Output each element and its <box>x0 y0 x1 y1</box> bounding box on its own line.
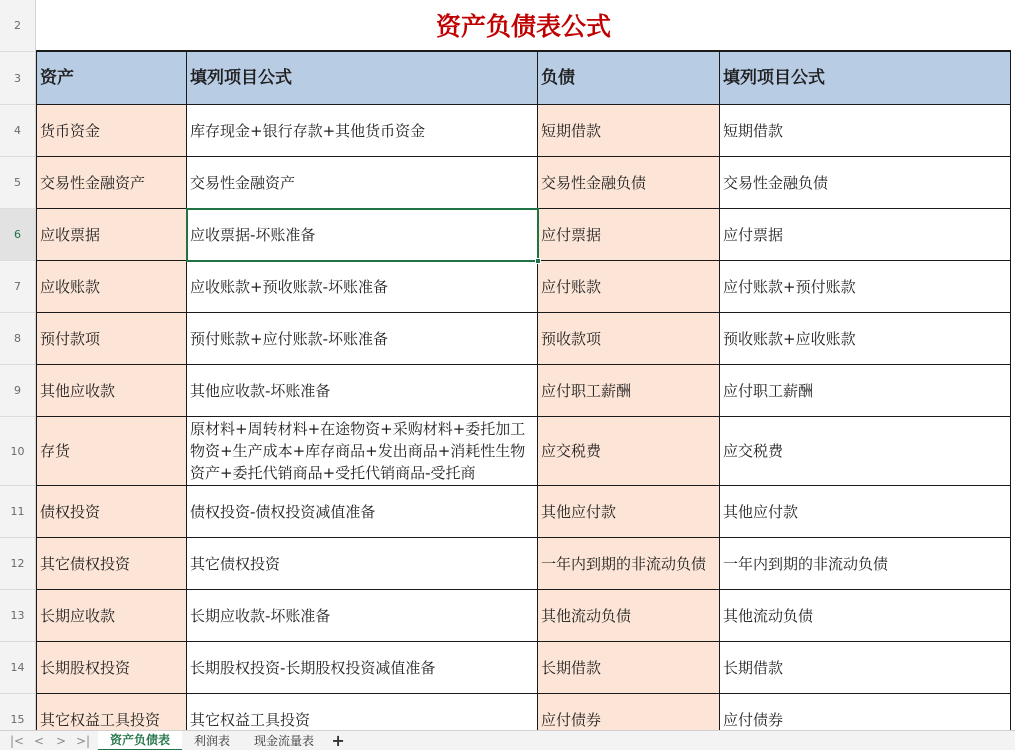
asset-formula-cell[interactable]: 长期股权投资-长期股权投资减值准备 <box>187 642 538 694</box>
liability-formula-cell[interactable]: 交易性金融负债 <box>720 157 1011 209</box>
liability-formula-cell[interactable]: 应付账款+预付账款 <box>720 261 1011 313</box>
row-number[interactable]: 6 <box>0 209 36 261</box>
asset-name-cell[interactable]: 应收票据 <box>36 209 187 261</box>
last-sheet-button[interactable]: >| <box>75 733 91 748</box>
row-number[interactable]: 12 <box>0 538 36 590</box>
sheet-title[interactable]: 资产负债表公式 <box>36 0 1011 52</box>
liability-name-cell[interactable]: 预收款项 <box>538 313 720 365</box>
sheet-tab-balance[interactable]: 资产负债表 <box>98 731 182 750</box>
liability-formula-cell[interactable]: 应交税费 <box>720 417 1011 486</box>
row-number[interactable]: 11 <box>0 486 36 538</box>
liability-name-cell[interactable]: 应付账款 <box>538 261 720 313</box>
asset-formula-cell[interactable]: 应收账款+预收账款-坏账准备 <box>187 261 538 313</box>
header-asset[interactable]: 资产 <box>36 52 187 105</box>
header-asset-formula[interactable]: 填列项目公式 <box>187 52 538 105</box>
asset-name-cell[interactable]: 其它债权投资 <box>36 538 187 590</box>
asset-formula-cell[interactable]: 其他应收款-坏账准备 <box>187 365 538 417</box>
liability-formula-cell[interactable]: 长期借款 <box>720 642 1011 694</box>
sheet-tab-bar <box>0 730 1015 750</box>
asset-name-cell[interactable]: 其它权益工具投资 <box>36 694 187 730</box>
row-number[interactable]: 15 <box>0 694 36 730</box>
row-number[interactable]: 2 <box>0 0 36 52</box>
header-liability[interactable]: 负债 <box>538 52 720 105</box>
row-number[interactable]: 3 <box>0 52 36 105</box>
liability-formula-cell[interactable]: 应付职工薪酬 <box>720 365 1011 417</box>
asset-name-cell[interactable]: 货币资金 <box>36 105 187 157</box>
liability-formula-cell[interactable]: 一年内到期的非流动负债 <box>720 538 1011 590</box>
liability-formula-cell[interactable]: 应付债券 <box>720 694 1011 730</box>
asset-name-cell[interactable]: 存货 <box>36 417 187 486</box>
liability-name-cell[interactable]: 应付票据 <box>538 209 720 261</box>
asset-name-cell[interactable]: 预付款项 <box>36 313 187 365</box>
asset-formula-cell[interactable]: 预付账款+应付账款-坏账准备 <box>187 313 538 365</box>
liability-name-cell[interactable]: 一年内到期的非流动负债 <box>538 538 720 590</box>
liability-name-cell[interactable]: 其他流动负债 <box>538 590 720 642</box>
row-number[interactable]: 13 <box>0 590 36 642</box>
asset-formula-cell[interactable]: 债权投资-债权投资减值准备 <box>187 486 538 538</box>
asset-formula-cell[interactable]: 库存现金+银行存款+其他货币资金 <box>187 105 538 157</box>
sheet-tab-income[interactable]: 利润表 <box>194 734 231 748</box>
asset-name-cell[interactable]: 长期股权投资 <box>36 642 187 694</box>
liability-formula-cell[interactable]: 其他应付款 <box>720 486 1011 538</box>
liability-name-cell[interactable]: 交易性金融负债 <box>538 157 720 209</box>
asset-formula-cell[interactable]: 长期应收款-坏账准备 <box>187 590 538 642</box>
header-liability-formula[interactable]: 填列项目公式 <box>720 52 1011 105</box>
row-number[interactable]: 5 <box>0 157 36 209</box>
liability-formula-cell[interactable]: 短期借款 <box>720 105 1011 157</box>
asset-name-cell[interactable]: 交易性金融资产 <box>36 157 187 209</box>
row-number[interactable]: 10 <box>0 417 36 486</box>
liability-name-cell[interactable]: 其他应付款 <box>538 486 720 538</box>
row-number[interactable]: 8 <box>0 313 36 365</box>
prev-sheet-button[interactable]: < <box>33 733 45 748</box>
row-number[interactable]: 4 <box>0 105 36 157</box>
liability-formula-cell[interactable]: 预收账款+应收账款 <box>720 313 1011 365</box>
next-sheet-button[interactable]: > <box>55 733 67 748</box>
liability-formula-cell[interactable]: 应付票据 <box>720 209 1011 261</box>
liability-name-cell[interactable]: 应付职工薪酬 <box>538 365 720 417</box>
liability-name-cell[interactable]: 短期借款 <box>538 105 720 157</box>
fill-handle[interactable] <box>535 258 541 264</box>
liability-name-cell[interactable]: 应交税费 <box>538 417 720 486</box>
add-sheet-icon[interactable]: + <box>331 731 345 750</box>
asset-name-cell[interactable]: 其他应收款 <box>36 365 187 417</box>
row-number[interactable]: 14 <box>0 642 36 694</box>
asset-formula-cell[interactable]: 应收票据-坏账准备 <box>187 209 538 261</box>
asset-name-cell[interactable]: 应收账款 <box>36 261 187 313</box>
asset-formula-cell[interactable]: 交易性金融资产 <box>187 157 538 209</box>
row-number[interactable]: 9 <box>0 365 36 417</box>
liability-formula-cell[interactable]: 其他流动负债 <box>720 590 1011 642</box>
liability-name-cell[interactable]: 长期借款 <box>538 642 720 694</box>
liability-name-cell[interactable]: 应付债券 <box>538 694 720 730</box>
asset-name-cell[interactable]: 长期应收款 <box>36 590 187 642</box>
asset-formula-cell[interactable]: 其它权益工具投资 <box>187 694 538 730</box>
asset-formula-cell[interactable]: 原材料+周转材料+在途物资+采购材料+委托加工物资+生产成本+库存商品+发出商品+消耗性生物资产+委托代销商品+受托代销商品-受托商 <box>187 417 538 486</box>
asset-name-cell[interactable]: 债权投资 <box>36 486 187 538</box>
row-number[interactable]: 7 <box>0 261 36 313</box>
asset-formula-cell[interactable]: 其它债权投资 <box>187 538 538 590</box>
sheet-tab-cashflow[interactable]: 现金流量表 <box>254 734 315 748</box>
first-sheet-button[interactable]: |< <box>9 733 25 748</box>
